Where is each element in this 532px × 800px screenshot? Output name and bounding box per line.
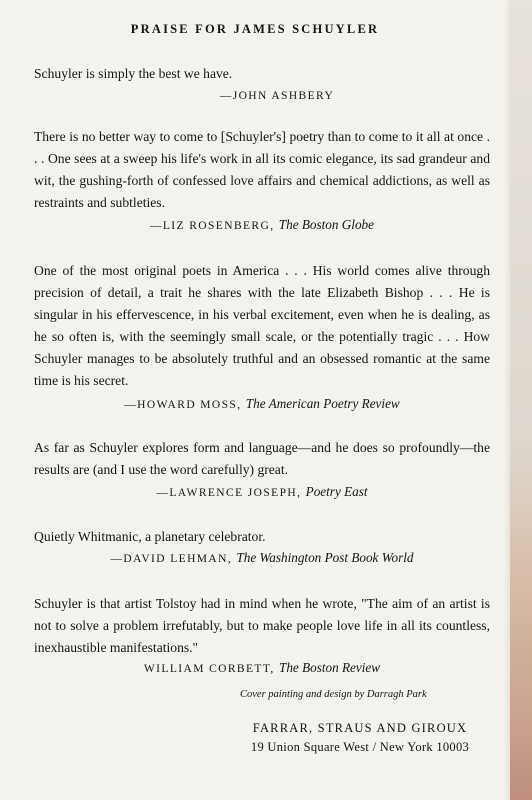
publisher-name: FARRAR, STRAUS AND GIROUX xyxy=(252,721,468,735)
attribution-corbett xyxy=(34,660,490,676)
attribution-ashbery xyxy=(34,87,490,103)
attribution-name: —JOHN ASHBERY xyxy=(219,90,335,102)
attribution-moss xyxy=(34,396,490,412)
publisher-address: 19 Union Square West / New York 10003 xyxy=(250,740,470,754)
quote-ashbery: Schuyler is simply the best we have. xyxy=(34,66,233,81)
quote-moss: One of the most original poets in America . . . His world comes alive through precision of detail, a trait he shares with the late Elizabeth Bishop . . . He is singular in his effervescence, in his verbal excitement, even when he is dealing, as he so often is, with the seemingly small scale, or the potentially tragic . . . How Schuyler manages to be absolutely truthful and an obsessed romantic at the same time is his secret. xyxy=(34,263,490,388)
attribution-name: —HOWARD MOSS, xyxy=(124,399,246,411)
quote-joseph: As far as Schuyler explores form and language—and he does so profoundly—the results are (and I use the word carefully) great. xyxy=(34,440,490,477)
attribution-rosenberg xyxy=(34,217,490,233)
cover-edge-shadow xyxy=(504,0,510,800)
attribution-name: WILLIAM CORBETT, xyxy=(143,663,279,675)
attribution-name: —DAVID LEHMAN, xyxy=(110,553,237,565)
attribution-joseph xyxy=(34,484,490,500)
page-title: PRAISE FOR JAMES SCHUYLER xyxy=(130,22,380,36)
cover-credit: Cover painting and design by Darragh Park xyxy=(240,689,427,700)
attribution-publication: The American Poetry Review xyxy=(245,396,400,411)
attribution-publication: The Boston Globe xyxy=(278,217,375,232)
attribution-publication: The Boston Review xyxy=(278,660,381,675)
quote-lehman: Quietly Whitmanic, a planetary celebrator. xyxy=(34,529,266,544)
attribution-name: —LIZ ROSENBERG, xyxy=(149,220,279,232)
quote-corbett: Schuyler is that artist Tolstoy had in mind when he wrote, "The aim of an artist is not to solve a problem irrefutably, but to make people love life in all its countless, inexhaustible manifestations." xyxy=(34,596,490,655)
attribution-name: —LAWRENCE JOSEPH, xyxy=(156,487,306,499)
attribution-publication: Poetry East xyxy=(305,484,368,499)
attribution-lehman xyxy=(34,550,490,566)
attribution-publication: The Washington Post Book World xyxy=(236,550,414,565)
quote-rosenberg: There is no better way to come to [Schuyler's] poetry than to come to it all at once . . . One sees at a sweep his life's work in all its comic elegance, its sad grandeur and wit, the gushing-forth of confessed love affairs and chemical addictions, as well as restraints and subtleties. xyxy=(34,129,490,210)
cover-edge xyxy=(510,0,532,800)
